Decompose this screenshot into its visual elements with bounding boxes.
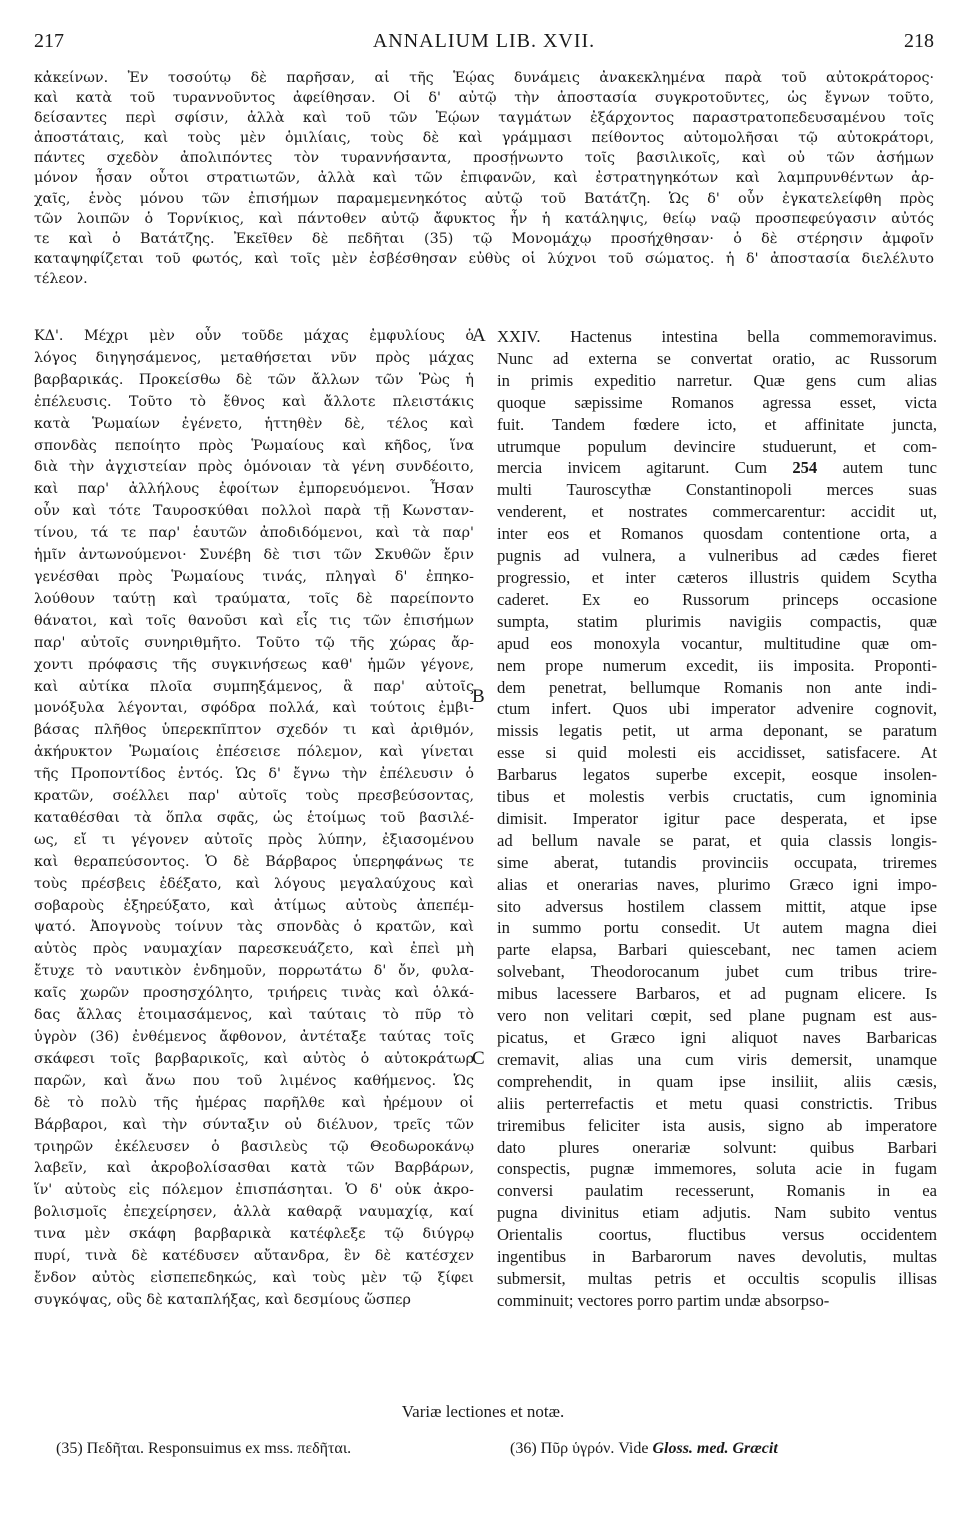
latin-line: comminuit; vectores porro partim undæ absorpso-	[497, 1290, 830, 1310]
greek-line: ΚΔ'. Μέχρι μὲν οὖν τοῦδε μάχας ἐμφυλίους ὁ	[34, 328, 474, 344]
latin-line: conversi paulatim recesserunt, Romanis in ea	[497, 1181, 937, 1201]
greek-line: ἔτυχε τὸ ναυτικὸν ἐνδημοῦν, πορρωτάτω δ' ὄν, φυλα-	[34, 963, 474, 980]
latin-line: sime aberat, tutandis provinciis occupata, triremes	[497, 852, 937, 872]
running-title: ANNALIUM LIB. XVII.	[372, 30, 596, 52]
latin-line: utrumque populum devincire studuerunt, et com-	[497, 436, 937, 456]
latin-line: cremavit, alias una cum viris demersit, unamque	[497, 1049, 937, 1069]
latin-line: parte elapsa, Barbari quiescebant, nec tamen aciem	[497, 940, 937, 960]
greek-line: ἵν' αὐτοὺς εἰς πόλεμον ἐπισπάσηται. Ὁ δ' οὐκ ἀκρο-	[34, 1182, 474, 1199]
greek-line: μονόξυλα λέγονται, σφόδρα πολλά, καὶ τούτοις ἐμβι-	[34, 700, 474, 717]
note-36	[510, 1440, 778, 1458]
latin-line: Nunc ad externa se convertat oratio, ac Russorum	[497, 348, 937, 368]
latin-line: inter eos et Romanos quosdam contentione orta, a	[497, 524, 937, 544]
latin-line: quoque sæpissime Romanos agressa esset, victa	[497, 392, 937, 412]
greek-line: καὶ παρ' ἀλλήλους ἐφοίτων ἐμπορευόμενοι. Ἦσαν	[34, 481, 474, 498]
greek-line: τοὺς πρέσβεις ἐδέξατο, καὶ λόγους μεγαλαύχους καὶ	[34, 875, 474, 892]
text-line: δείσαντες περὶ σφίσιν, ἀλλὰ καὶ τοῦ τῶν Ἑῴων ταγμάτων ἐξάρχοντος παραστρατοπεδευσαμένου τοῖς	[34, 110, 934, 127]
latin-line: esse si quid molesti eis accidisset, satisfacere. At	[497, 743, 937, 763]
latin-line: missis legatis petit, ut arma deponant, se paratum	[497, 721, 937, 741]
note-36-text: (36) Πῦρ ὑγρόν. Vide	[510, 1440, 649, 1457]
text-line: μόνον ἦσαν οὗτοι στρατιωτῶν, ἀλλὰ καὶ τῶν ἐπιφανῶν, καὶ ἐστρατηγηκότων καὶ λαμπρυνθέντων ἀρ-	[34, 170, 934, 187]
latin-line: dato plures onerariæ solvunt: quibus Barbari	[497, 1137, 937, 1157]
latin-line: sito adversus hostilem classem mittit, atque ipse	[497, 896, 937, 916]
greek-line: διὰ τὴν ἀγχιστείαν πρὸς ὁμόνοιαν τὰ γένη συνδέοιτο,	[34, 459, 474, 476]
latin-line: fuit. Tandem fœdere icto, et affinitate juncta,	[497, 414, 937, 434]
greek-line: θάνατοι, καὶ τοῖς θανοῦσι καὶ εἷς τις τῶν ἐπισήμων	[34, 612, 474, 629]
latin-line: multi Tauroscythæ Constantinopoli merces suas	[497, 480, 937, 500]
latin-line: XXIV. Hactenus intestina bella commemoravimus.	[497, 327, 937, 346]
latin-line: solvebant, Theodorocanum jubet cum tribus trire-	[497, 962, 937, 982]
greek-line: τίνου, τά τε παρ' ἑαυτῶν ἀποδιδόμενοι, καὶ τὰ παρ'	[34, 525, 474, 542]
text-run: mercia invicem agitarunt. Cum	[497, 458, 767, 478]
text-line: καταψηφίζεται τοῦ φωτός, καὶ τοῖς μὲν ἐσβέσθησαν εὐθὺς οἱ λύχνοι τοῦ σώματος. ἡ δ' ἀποστασία διελέλυτο	[34, 250, 934, 267]
greek-line: καὶ αὐτίκα πλοῖα συμπηξάμενος, ἃ παρ' αὐτοῖς	[34, 678, 474, 695]
greek-line: αὐτὸς πρὸς ναυμαχίαν παρεσκευάζετο, καὶ ἐπεὶ μὴ	[34, 941, 474, 958]
greek-line: σκάφεσι τοῖς βαρβαρικοῖς, καὶ αὐτὸς ὁ αὐτοκράτωρ	[34, 1050, 474, 1067]
greek-line: καὶ θεραπεύσοντος. Ὁ δὲ Βάρβαρος ὑπερηφάνως τε	[34, 853, 474, 870]
latin-line: dem penetrat, bellumque Romanis non ante indi-	[497, 677, 937, 697]
text-line: τῶν λοιπῶν ὁ Τορνίκιος, καὶ πάντοθεν αὐτῷ ἄφυκτος ἦν ἡ κατάληψις, θείῳ ναῷ προσπεφεύγασιν αὐτός	[34, 210, 934, 227]
greek-line: οὖν καὶ τότε Ταυροσκύθαι πολλοὶ παρὰ τῇ Κωνσταν-	[34, 503, 474, 520]
running-head	[34, 30, 934, 54]
greek-line: γενέσθαι πρὸς Ῥωμαίους τινάς, πληγαὶ δ' ἐπηκο-	[34, 568, 474, 585]
text-run: autem tunc	[842, 458, 937, 478]
greek-line: ἡμῖν ἀντωνούμενοι· Συνέβη δὲ τισι τῶν Σκυθῶν ἔριν	[34, 547, 474, 564]
latin-line: conspectis, pugnæ immemores, soluta acie in fugam	[497, 1159, 937, 1179]
latin-line: Barbarus legatos superbe excepit, eosque insolen-	[497, 765, 937, 785]
latin-line: progressio, et inter cæteros illustris quidem Scytha	[497, 567, 937, 587]
latin-line: ad bellum navale se parat, et quia classis longis-	[497, 830, 937, 850]
latin-line: sumpta, statim plurimis navigiis compactis, quæ	[497, 611, 937, 631]
margin-marker-c: C	[472, 1048, 485, 1069]
latin-line: in primis expeditio narretur. Quæ gens cum alias	[497, 370, 937, 390]
greek-line: λαβεῖν, καὶ ἀκροβολίσασθαι κατὰ τῶν Βαρβάρων,	[34, 1160, 474, 1177]
greek-line: Βάρβαροι, καὶ τὴν σύνταξιν οὐ διέλυον, τρεῖς τῶν	[34, 1116, 474, 1133]
margin-marker-b: B	[472, 686, 485, 707]
margin-marker-a: A	[472, 325, 486, 346]
greek-line: τριηρῶν ἐκέλευσεν ὁ βασιλεὺς τῷ Θεοδωροκάνῳ	[34, 1138, 474, 1155]
greek-line: βάσας πλῆθος ὑπερεκπῖπτον σχεδόν τι καὶ ἀριθμόν,	[34, 722, 474, 739]
greek-line: βολισμοῖς ἐπεχείρησεν, ἀλλὰ καθαρᾷ ναυμαχίᾳ, καί	[34, 1204, 474, 1221]
greek-line: ως, εἴ τι γέγονεν αὐτοῖς πρὸς λύπην, ἐξιασομένου	[34, 831, 474, 848]
latin-line: ctum infert. Quos ubi imperator advenire cognovit,	[497, 699, 937, 719]
greek-line: σοβαροὺς ἐξηρεύξατο, καὶ ἀτίμως αὐτοὺς ἀπεπέμ-	[34, 897, 474, 914]
latin-line	[497, 457, 937, 479]
latin-line: nem prope numerum excedit, iis imposita. Proponti-	[497, 655, 937, 675]
text-line: τε καὶ ὁ Βατάτζης. Ἐκεῖθεν δὲ πεδῆται (35) τῷ Μονομάχῳ προσήχθησαν· ὁ δὲ στέρησιν ἀμφοῖν	[34, 230, 934, 247]
greek-line: δας ἄλλας ἑτοιμασάμενος, καὶ ταύταις τὸ πῦρ τὸ	[34, 1007, 474, 1024]
greek-line: δὲ τὸ πολὺ τῆς ἡμέρας παρῆλθε καὶ ἠρέμουν οἱ	[34, 1094, 474, 1111]
greek-line: ἔνδον αὐτὸς εἰσπεπεδηκώς, καὶ τοὺς μὲν τῷ ξίφει	[34, 1269, 474, 1286]
latin-line: triremibus feliciter ista ausis, signo ab imperatore	[497, 1115, 937, 1135]
latin-line: submersit, multas petris et occultis scopulis illisas	[497, 1268, 937, 1288]
text-line: κἀκείνων. Ἐν τοσούτῳ δὲ παρῆσαν, αἱ τῆς Ἑῴας δυνάμεις ἀνακεκλημένα παρὰ τοῦ αὐτοκράτορος·	[34, 70, 934, 86]
text-line: τέλεον.	[34, 270, 88, 287]
latin-line: caderet. Ex eo Russorum princeps occasione	[497, 589, 937, 609]
latin-line: aliis perterrefactis et metu quasi constrictis. Tribus	[497, 1093, 937, 1113]
greek-line: λόγος διηγησάμενος, μεταθήσεται νῦν πρὸς μάχας	[34, 349, 474, 366]
greek-line: καταθέσθαι τὰ ὅπλα σφᾶς, ὡς ἑτοίμως τοῦ βασιλέ-	[34, 809, 474, 826]
greek-line: συγκόψας, οὓς δὲ καταπλήξας, καὶ δεσμίους ὥσπερ	[34, 1291, 411, 1308]
greek-column	[34, 326, 474, 1312]
greek-line: ἐπέλευσις. Τοῦτο τὸ ἔθνος καὶ ἄλλοτε πλειστάκις	[34, 393, 474, 410]
text-line: πάντες σχεδὸν ἀπολιπόντες τὸν τυραννήσαντα, προσῄνωντο τοῖς βασιλικοῖς, καὶ οὐ τῶν ἀσήμων	[34, 150, 934, 167]
greek-line: λούθουν ταύτῃ καὶ τραύματα, τοῖς δὲ παρείποντο	[34, 590, 474, 607]
greek-line: παρῶν, καὶ ἄνω που τοῦ λιμένος καθήμενος. Ὡς	[34, 1072, 474, 1089]
latin-line: apud eos monoxyla vocantur, multitudine quæ om-	[497, 633, 937, 653]
latin-line: tibus et molestis verbis cructatis, cum ignominia	[497, 787, 937, 807]
text-line: καὶ κατὰ τοῦ τυραννοῦντος ἀφείθησαν. Οἱ δ' αὐτῷ τὴν ἀποστασία συγκροτοῦντες, ὡς ἔγνων τοῦτο,	[34, 90, 934, 107]
latin-line: pugnis ad vulnera, a vulneribus ad cædes fieret	[497, 546, 937, 566]
greek-line: καῖς χωρῶν προσησχόλητο, τριήρεις τινὰς καὶ ὁλκά-	[34, 985, 474, 1002]
latin-column	[497, 326, 937, 1312]
text-line: χαῖς, ἑνὸς μόνου τῶν ἐπισήμων παραμεμενηκότος αὐτῷ τοῦ Βατάτζη. Ὡς δ' οὖν ἐγκατελείφθη πρὸς	[34, 190, 934, 207]
latin-line: venderent, et nostrates commercarentur: accidit ut,	[497, 502, 937, 522]
greek-line: ὑγρὸν (36) ἐνθέμενος ἄφθονον, ἀντέταξε ταύτας τοῖς	[34, 1029, 474, 1045]
page-number-left: 217	[34, 30, 64, 52]
latin-line: picatus, et Græco igni aliquot naves Barbaricas	[497, 1028, 937, 1047]
greek-line: βαρβαρικάς. Προκείσθω δὲ τῶν ἄλλων τῶν Ῥὼς ἡ	[34, 371, 474, 388]
greek-line: κρατῶν, σοέλλει παρ' αὐτοῖς τοὺς πρεσβεύσοντας,	[34, 788, 474, 805]
latin-line: ingentibus in Barbarorum naves devolutis, multas	[497, 1247, 937, 1267]
note-35: (35) Πεδῆται. Responsuimus ex mss. πεδῆται.	[56, 1440, 352, 1457]
folio-number: 254	[792, 458, 818, 478]
latin-line: dimisit. Imperator igitur pace desperata, et ipse	[497, 808, 937, 828]
latin-line: in summo portu consedit. Ut autem magna diei	[497, 918, 937, 938]
greek-line: σπονδὰς πεποίητο πρὸς Ῥωμαίους καὶ κῆδος, ἵνα	[34, 437, 474, 454]
latin-line: comprehendit, in quam ipse insiliit, aliis cæsis,	[497, 1071, 937, 1091]
greek-line: παρ' αὐτοῖς συνηριθμῆτο. Τοῦτο τῷ τῆς χώρας ἄρ-	[34, 634, 474, 651]
greek-line: ἀκήρυκτον Ῥωμαίοις ἐπέσεισε πόλεμον, καὶ γίνεται	[34, 744, 474, 761]
greek-line: κατὰ Ῥωμαίων ἐγένετο, ἡττηθὲν δὲ, τέλος καὶ	[34, 415, 474, 432]
greek-line: ψατό. Ἀπογνοὺς τοίνυν τὰς σπονδὰς ὁ κρατῶν, καὶ	[34, 919, 474, 936]
greek-line: χοντι πρόφασις τῆς συγκινήσεως καθ' ἡμῶν γέγονε,	[34, 656, 474, 673]
note-36-reference: Gloss. med. Græcit	[652, 1440, 778, 1457]
latin-line: vero non velitari cœpit, sed plane pugnam est aus-	[497, 1006, 937, 1026]
page-number-right: 218	[904, 30, 934, 52]
notes-heading: Variæ lectiones et notæ.	[401, 1402, 565, 1421]
latin-line: mibus lacessere Barbaros, et ad pugnam elicere. Is	[497, 984, 937, 1004]
latin-line: alias et onerarias naves, plurimo Græco igni impo-	[497, 874, 937, 894]
greek-line: πυρί, τινὰ δὲ κατέδυσεν αὔτανδρα, ἓν δὲ κατέσχεν	[34, 1248, 474, 1265]
greek-line: τῆς Προποντίδος ἐντός. Ὡς δ' ἔγνω τὴν ἐπέλευσιν ὁ	[34, 766, 474, 783]
top-greek-paragraph	[34, 68, 934, 289]
text-line: ἀποστάταις, καὶ τοὺς μὲν ὁμιλίαις, τοὺς δὲ καὶ γράμμασι πείθοντος αὐτομολῆσαι τῷ αὐτοκράτορι,	[34, 130, 934, 147]
latin-line: Orientalis coortus, fluctibus versus occidentem	[497, 1225, 937, 1245]
latin-line: pugna divinitus etiam adjutis. Nam subito ventus	[497, 1203, 937, 1223]
greek-line: τινα μὲν σκάφη βαρβαρικὰ κατέφλεξε τῷ διύγρῳ	[34, 1226, 474, 1243]
